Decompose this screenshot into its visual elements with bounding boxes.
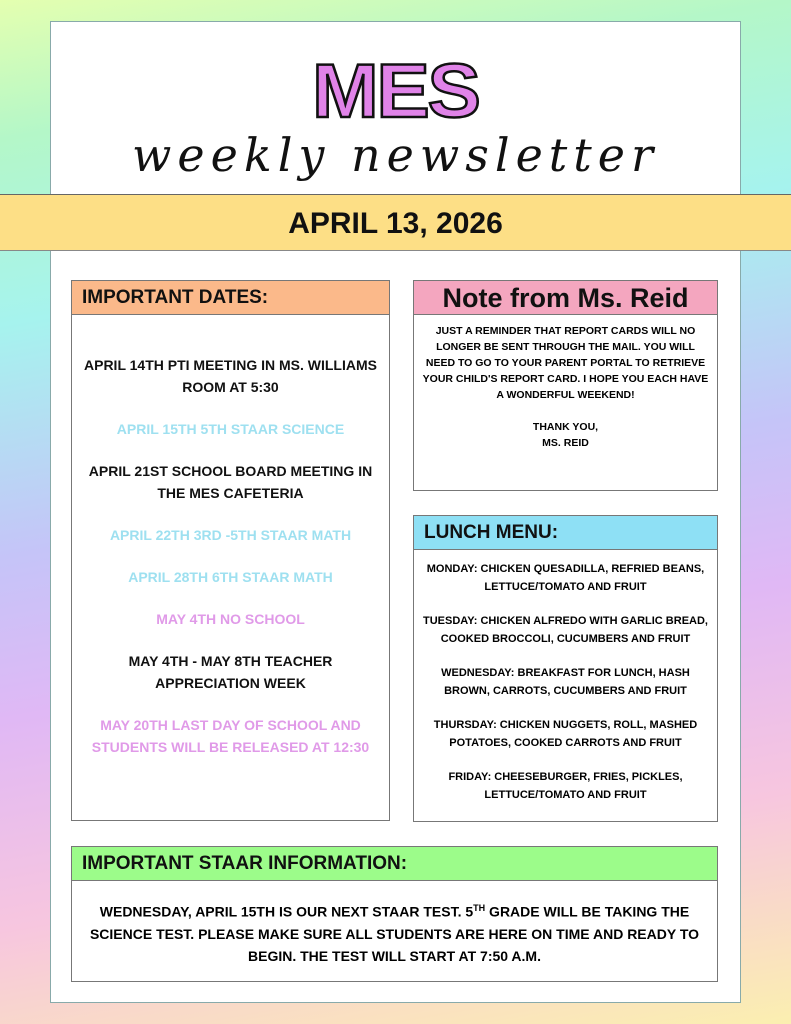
newsletter-subtitle: weekly newsletter	[132, 128, 659, 182]
important-dates-title: IMPORTANT DATES:	[72, 281, 389, 315]
staar-superscript: TH	[473, 903, 486, 913]
date-item: APRIL 28TH 6TH STAAR MATH	[128, 569, 333, 585]
lunch-item-tuesday: TUESDAY: CHICKEN ALFREDO WITH GARLIC BREAD, COOKED BROCCOLI, CUCUMBERS AND FRUIT	[423, 615, 708, 645]
lunch-menu-title: LUNCH MENU:	[414, 516, 717, 550]
lunch-item-wednesday: WEDNESDAY: BREAKFAST FOR LUNCH, HASH BROWN, CARROTS, CUCUMBERS AND FRUIT	[441, 667, 690, 697]
date-item: APRIL 14TH PTI MEETING IN MS. WILLIAMS ROOM AT 5:30	[84, 357, 377, 395]
dates-list	[72, 315, 389, 758]
date-item: MAY 20TH LAST DAY OF SCHOOL AND STUDENTS WILL BE RELEASED AT 12:30	[91, 717, 370, 755]
lunch-item-friday: FRIDAY: CHEESEBURGER, FRIES, PICKLES, LETTUCE/TOMATO AND FRUIT	[448, 771, 683, 801]
note-signature: MS. REID	[542, 437, 589, 449]
staar-info-title: IMPORTANT STAAR INFORMATION:	[72, 847, 717, 881]
note-body: JUST A REMINDER THAT REPORT CARDS WILL NO LONGER BE SENT THROUGH THE MAIL. YOU WILL NEED TO GO TO YOUR PARENT PORTAL TO RETRIEVE YOUR CHILD'S REPORT CARD. I HOPE YOU EACH HAVE A WONDERFUL WEEKEND!	[422, 325, 709, 401]
date-item: MAY 4TH - MAY 8TH TEACHER APPRECIATION WEEK	[128, 653, 333, 691]
lunch-menu-box	[413, 515, 718, 822]
note-closing: THANK YOU,	[532, 421, 599, 433]
note-box	[413, 280, 718, 491]
note-title: Note from Ms. Reid	[414, 281, 717, 315]
staar-text-part: WEDNESDAY, APRIL 15TH IS OUR NEXT STAAR TEST. 5	[99, 903, 474, 920]
lunch-item-thursday: THURSDAY: CHICKEN NUGGETS, ROLL, MASHED POTATOES, COOKED CARROTS AND FRUIT	[433, 719, 698, 749]
date-item: APRIL 21ST SCHOOL BOARD MEETING IN THE MES CAFETERIA	[88, 463, 373, 501]
staar-info-box	[71, 846, 718, 982]
important-dates-box	[71, 280, 390, 821]
newsletter-date: APRIL 13, 2026	[288, 207, 503, 240]
staar-info-text	[72, 881, 717, 967]
date-item: APRIL 22TH 3RD -5TH STAAR MATH	[109, 527, 352, 543]
date-item: APRIL 15TH 5TH STAAR SCIENCE	[116, 421, 345, 437]
staar-text-part: GRADE WILL BE TAKING THE SCIENCE TEST. PLEASE MAKE SURE ALL STUDENTS ARE HERE ON TIME AND READY TO BEGIN. THE TEST WILL START AT 7:50 A.M.	[89, 903, 700, 964]
mes-logo: MES	[312, 49, 479, 134]
date-banner	[0, 194, 791, 251]
lunch-item-monday: MONDAY: CHICKEN QUESADILLA, REFRIED BEANS, LETTUCE/TOMATO AND FRUIT	[426, 563, 705, 593]
date-item: MAY 4TH NO SCHOOL	[156, 611, 305, 627]
